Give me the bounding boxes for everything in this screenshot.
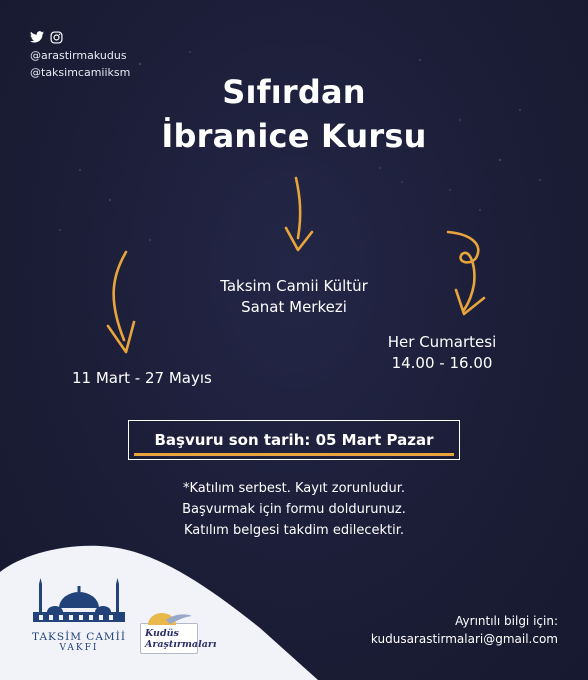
kudus-logo-line-1: Kudüs [145, 628, 179, 639]
title-line-2: İbranice Kursu [161, 117, 427, 155]
mosque-logo [25, 578, 133, 626]
contact [371, 612, 558, 648]
contact-label: Ayrıntılı bilgi için: [455, 614, 558, 628]
taksim-logo-line-2: VAKFI [59, 643, 99, 653]
note-line-2: Başvurmak için formu doldurunuz. [182, 502, 406, 517]
note-line-1: *Katılım serbest. Kayıt zorunludur. [182, 481, 405, 496]
taksim-logo-line-1: TAKSİM CAMİİ [32, 631, 126, 643]
taksim-camii-logo [22, 578, 136, 653]
venue-line-2: Sanat Merkezi [241, 298, 347, 316]
deadline-text: Başvuru son tarih: 05 Mart Pazar [154, 431, 434, 449]
kudus-arastirmalari-logo [140, 610, 217, 654]
kudus-logo-line-2: Araştırmaları [145, 639, 217, 650]
contact-email[interactable]: kudusarastirmalari@gmail.com [370, 632, 558, 646]
social-handle-1[interactable]: @arastirmakudus [30, 49, 127, 62]
schedule-day: Her Cumartesi [387, 333, 497, 351]
date-range: 11 Mart - 27 Mayıs [72, 369, 212, 387]
note-line-3: Katılım belgesi takdim edilecektir. [183, 523, 404, 538]
social-handle-2[interactable]: @taksimcamiiksm [30, 66, 131, 79]
title-line-1: Sıfırdan [222, 73, 366, 111]
schedule-time: 14.00 - 16.00 [391, 354, 493, 372]
venue-line-1: Taksim Camii Kültür [220, 277, 368, 295]
